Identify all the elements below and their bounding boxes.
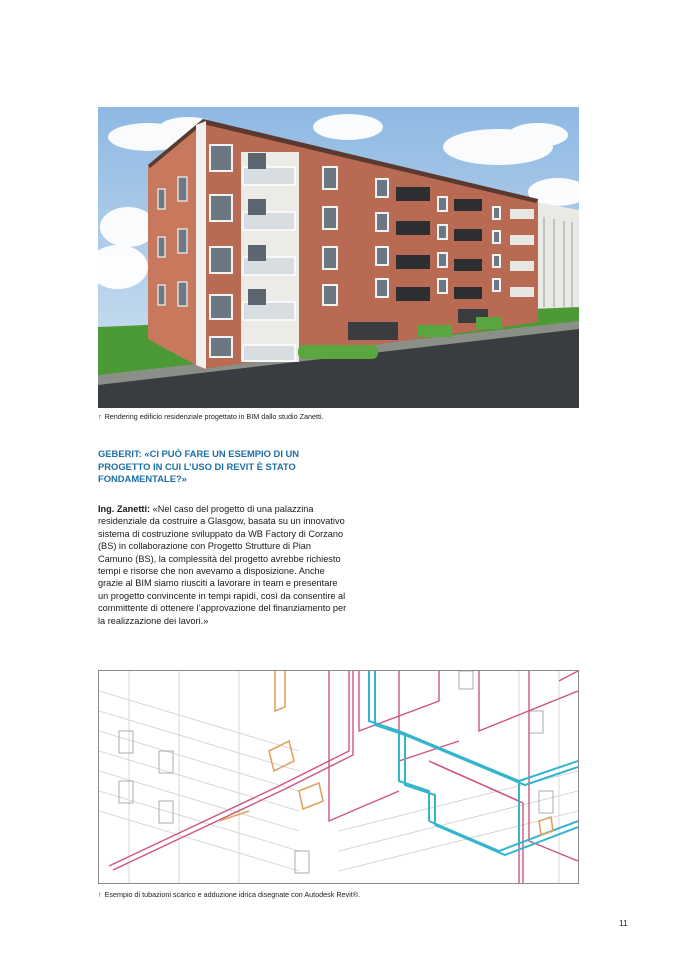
figure2-caption: [98, 890, 360, 899]
figure1-caption-text: Rendering edificio residenziale progettato in BIM dallo studio Zanetti.: [104, 412, 324, 421]
speaker-name: Ing. Zanetti:: [98, 504, 151, 514]
page-number: 11: [619, 918, 628, 928]
answer-text: «Nel caso del progetto di una palazzina residenziale da costruire a Glasgow, basata su un innovativo sistema di costruzione sviluppato da WB Factory di Corzano (BS) in collaborazione con Progetto Strutture di Pian Camuno (BS), la complessità del progetto avrebbe richiesto tempi e risorse che non avevamo a disposizione. Anche grazie al BIM siamo riusciti a lavorare in team e presentare un progetto convincente in tempi rapidi, così da consentire al committente di ottenere l’approvazione del finanziamento per la realizzazione dei lavori.»: [98, 504, 347, 626]
figure1-caption: [98, 412, 324, 421]
caption-arrow-icon: ↑: [98, 412, 102, 421]
revit-pipes-drawing: [98, 670, 579, 884]
interview-question-heading: GEBERIT: «CI PUÒ FARE UN ESEMPIO DI UN PROGETTO IN CUI L’USO DI REVIT È STATO FONDAMENTALE?»: [98, 448, 300, 484]
figure2-caption-text: Esempio di tubazioni scarico e adduzione idrica disegnate con Autodesk Revit®.: [104, 890, 361, 899]
interview-answer-paragraph: [98, 503, 348, 627]
building-rendering-image: [98, 107, 579, 408]
caption-arrow-icon: ↑: [98, 890, 102, 899]
